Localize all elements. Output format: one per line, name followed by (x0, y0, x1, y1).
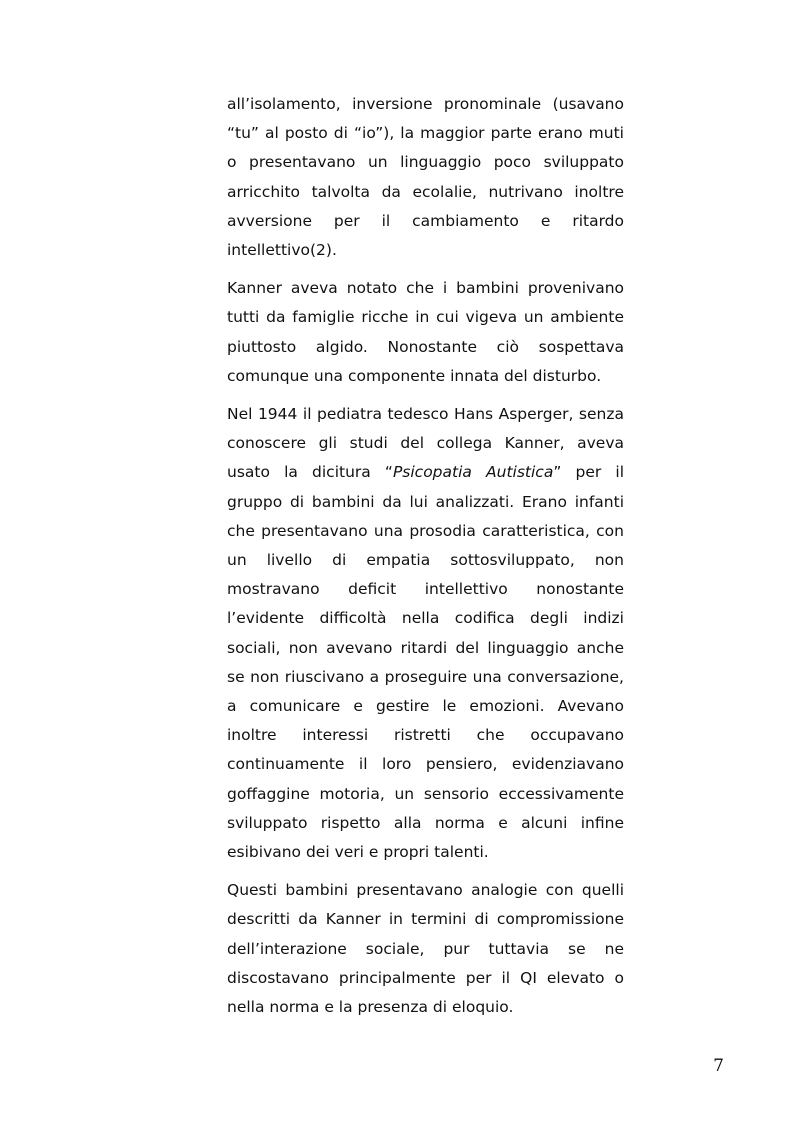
page-number: 7 (713, 1056, 724, 1076)
paragraph-text: ” per il gruppo di bambini da lui analizzati. Erano infanti che presentavano una prosodia caratteristica, con un livello di empatia sottosviluppato, non mostravano deficit intellettivo nonostante l’evidente difficoltà nella codifica degli indizi sociali, non avevano ritardi del linguaggio anche se non riuscivano a proseguire una conversazione, a comunicare e gestire le emozioni. Avevano inoltre interessi ristretti che occupavano continuamente il loro pensiero, evidenziavano goffaggine motoria, un sensorio eccessivamente sviluppato rispetto alla norma e alcuni infine esibivano dei veri e propri talenti. (227, 463, 625, 862)
italic-term: Psicopatia Autistica (392, 463, 554, 482)
paragraph-asperger-1944 (227, 400, 624, 867)
paragraph-text: Nel 1944 il pediatra tedesco Hans Asperger, senza conoscere gli studi del collega Kanner, aveva usato la dicitura “ (227, 405, 624, 482)
paragraph-comparison (227, 876, 624, 1022)
paragraph-isolation-symptoms (227, 90, 624, 265)
paragraph-text: Kanner aveva notato che i bambini provenivano tutti da famiglie ricche in cui vigeva un ambiente piuttosto algido. Nonostante ciò sospettava comunque una componente innata del disturbo. (227, 279, 624, 385)
paragraph-text: all’isolamento, inversione pronominale (usavano “tu” al posto di “io”), la maggior parte erano muti o presentavano un linguaggio poco sviluppato arricchito talvolta da ecolalie, nutrivano inoltre avversione per il cambiamento e ritardo intellettivo(2). (227, 95, 624, 260)
paragraph-kanner-families (227, 274, 624, 391)
paragraph-text: Questi bambini presentavano analogie con quelli descritti da Kanner in termini di compromissione dell’interazione sociale, pur tuttavia se ne discostavano principalmente per il QI elevato o nella norma e la presenza di eloquio. (227, 881, 624, 1017)
body-text (227, 90, 624, 1022)
